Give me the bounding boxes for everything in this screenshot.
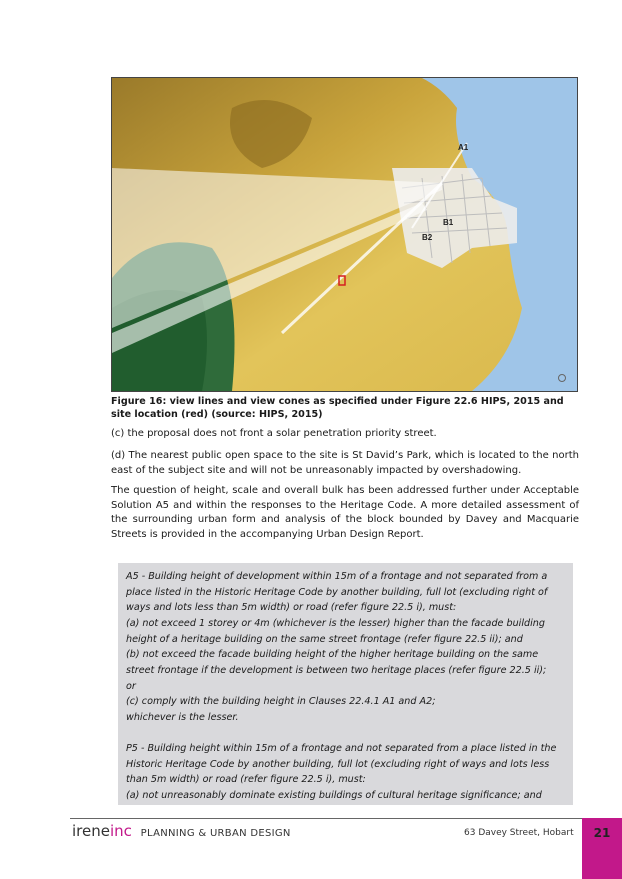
figure-caption: Figure 16: view lines and view cones as specified under Figure 22.6 HIPS, 2015 and site location (red) (source: HIPS, 2015)	[111, 396, 564, 420]
acceptable-solution-box	[118, 563, 573, 805]
a5-item-c: (c) comply with the building height in Clauses 22.4.1 A1 and A2;	[126, 696, 436, 707]
page-number-box	[582, 818, 622, 879]
p5-text: P5 - Building height within 15m of a frontage and not separated from a place listed in the Historic Heritage Code by another building, full lot (excluding right of ways and lots less than 5m width) or road (refer figure 22.5 i), must:	[126, 743, 557, 785]
label-a1: A1	[458, 143, 469, 152]
page-number: 21	[593, 826, 611, 840]
figure-map	[111, 77, 578, 392]
a5-item-a: (a) not exceed 1 storey or 4m (whichever is the lesser) higher than the facade building height of a heritage building on the same street frontage (refer figure 22.5 ii); and	[126, 618, 545, 645]
paragraph-height: The question of height, scale and overall bulk has been addressed further under Acceptable Solution A5 and within the responses to the Heritage Code. A more detailed assessment of the surrounding urban form and analysis of the block bounded by Davey and Macquarie Streets is provided in the accompanying Urban Design Report.	[111, 485, 579, 540]
a5-lesser: whichever is the lesser.	[126, 712, 239, 723]
paragraph-c: (c) the proposal does not front a solar penetration priority street.	[111, 428, 437, 439]
footer-divider	[70, 818, 582, 819]
p5-item-a: (a) not unreasonably dominate existing buildings of cultural heritage significance; and	[126, 790, 542, 801]
brand-inc: inc	[109, 822, 132, 840]
a5-text: A5 - Building height of development within 15m of a frontage and not separated from a place listed in the Historic Heritage Code by another building, full lot (excluding right of ways and lots less than 5m width) or road (refer figure 22.5 i), must:	[126, 571, 548, 613]
label-b2: B2	[422, 233, 433, 242]
a5-or: or	[126, 681, 136, 692]
brand-subtitle: PLANNING & URBAN DESIGN	[140, 828, 291, 839]
label-b1: B1	[443, 218, 454, 227]
brand-name: irene	[72, 822, 110, 840]
footer-address: 63 Davey Street, Hobart	[464, 828, 574, 838]
brand-logo	[72, 822, 291, 840]
paragraph-d: (d) The nearest public open space to the site is St David’s Park, which is located to the north east of the subject site and will not be unreasonably impacted by overshadowing.	[111, 450, 579, 476]
a5-item-b: (b) not exceed the facade building height of the higher heritage building on the same street frontage if the development is between two heritage places (refer figure 22.5 ii);	[126, 649, 547, 676]
